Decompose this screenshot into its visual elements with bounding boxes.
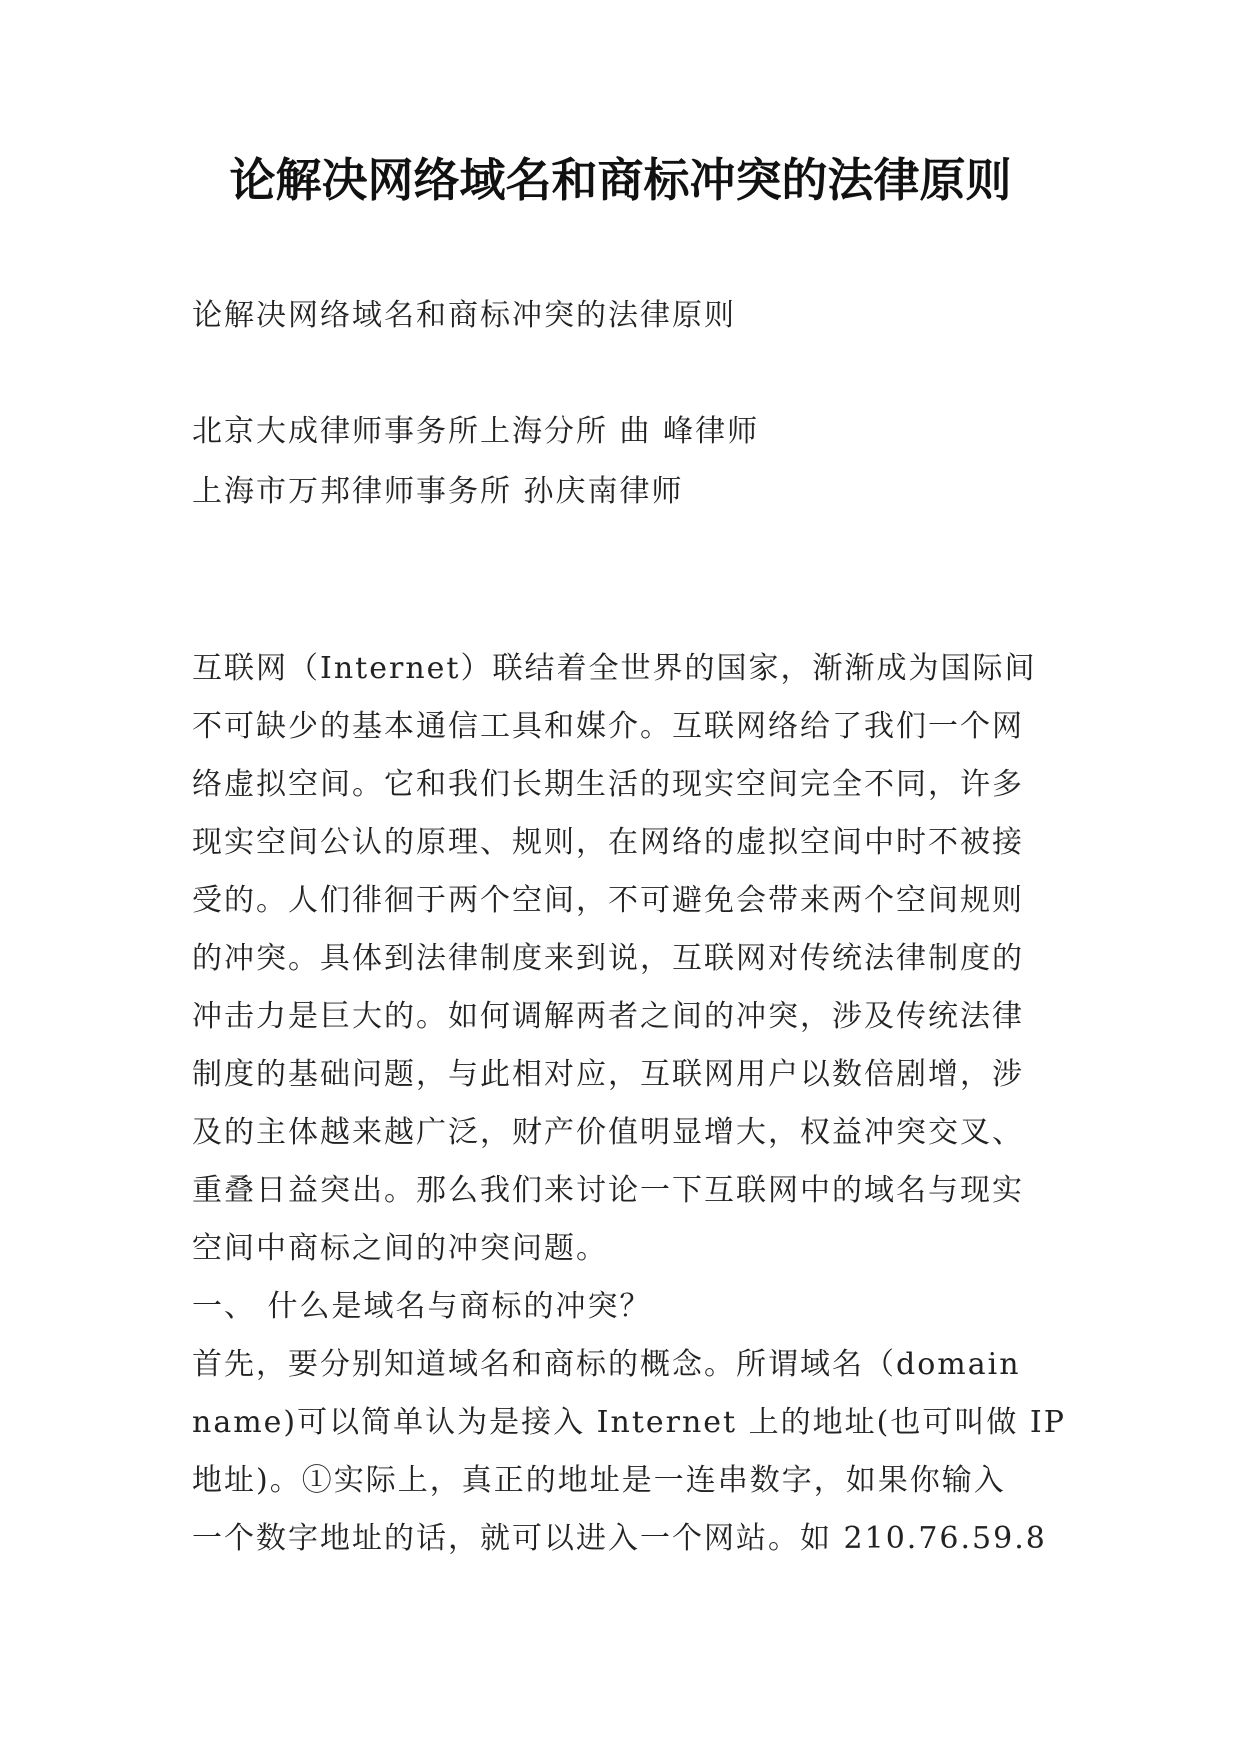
body-line-4: 现实空间公认的原理、规则，在网络的虚拟空间中时不被接 (192, 825, 1024, 860)
body-line-13: 首先，要分别知道域名和商标的概念。所谓域名（domain (192, 1347, 1021, 1382)
body-line-10: 重叠日益突出。那么我们来讨论一下互联网中的域名与现实 (192, 1173, 1024, 1208)
document-title: 论解决网络域名和商标冲突的法律原则 (229, 153, 1012, 207)
body-line-7: 冲击力是巨大的。如何调解两者之间的冲突，涉及传统法律 (192, 999, 1024, 1034)
body-line-14: name)可以简单认为是接入 Internet 上的地址(也可叫做 IP (192, 1405, 1066, 1440)
body-line-2: 不可缺少的基本通信工具和媒介。互联网络给了我们一个网 (192, 709, 1024, 744)
body-line-1: 互联网（Internet）联结着全世界的国家，渐渐成为国际间 (192, 651, 1037, 686)
body-line-5: 受的。人们徘徊于两个空间，不可避免会带来两个空间规则 (192, 883, 1024, 918)
author-line-2: 上海市万邦律师事务所 孙庆南律师 (192, 474, 684, 509)
body-line-15: 地址)。①实际上，真正的地址是一连串数字，如果你输入 (192, 1463, 1006, 1498)
body-line-11: 空间中商标之间的冲突问题。 (192, 1231, 608, 1266)
author-line-1: 北京大成律师事务所上海分所 曲 峰律师 (192, 414, 760, 449)
document-subtitle: 论解决网络域名和商标冲突的法律原则 (192, 298, 736, 333)
body-line-9: 及的主体越来越广泛，财产价值明显增大，权益冲突交叉、 (192, 1115, 1024, 1150)
body-line-6: 的冲突。具体到法律制度来到说，互联网对传统法律制度的 (192, 941, 1024, 976)
body-line-16: 一个数字地址的话，就可以进入一个网站。如 210.76.59.8 (192, 1521, 1047, 1556)
body-line-8: 制度的基础问题，与此相对应，互联网用户以数倍剧增，涉 (192, 1057, 1024, 1092)
body-line-3: 络虚拟空间。它和我们长期生活的现实空间完全不同，许多 (192, 767, 1024, 802)
body-text (192, 640, 1072, 1568)
section-heading-1: 一、 什么是域名与商标的冲突？ (192, 1289, 652, 1324)
